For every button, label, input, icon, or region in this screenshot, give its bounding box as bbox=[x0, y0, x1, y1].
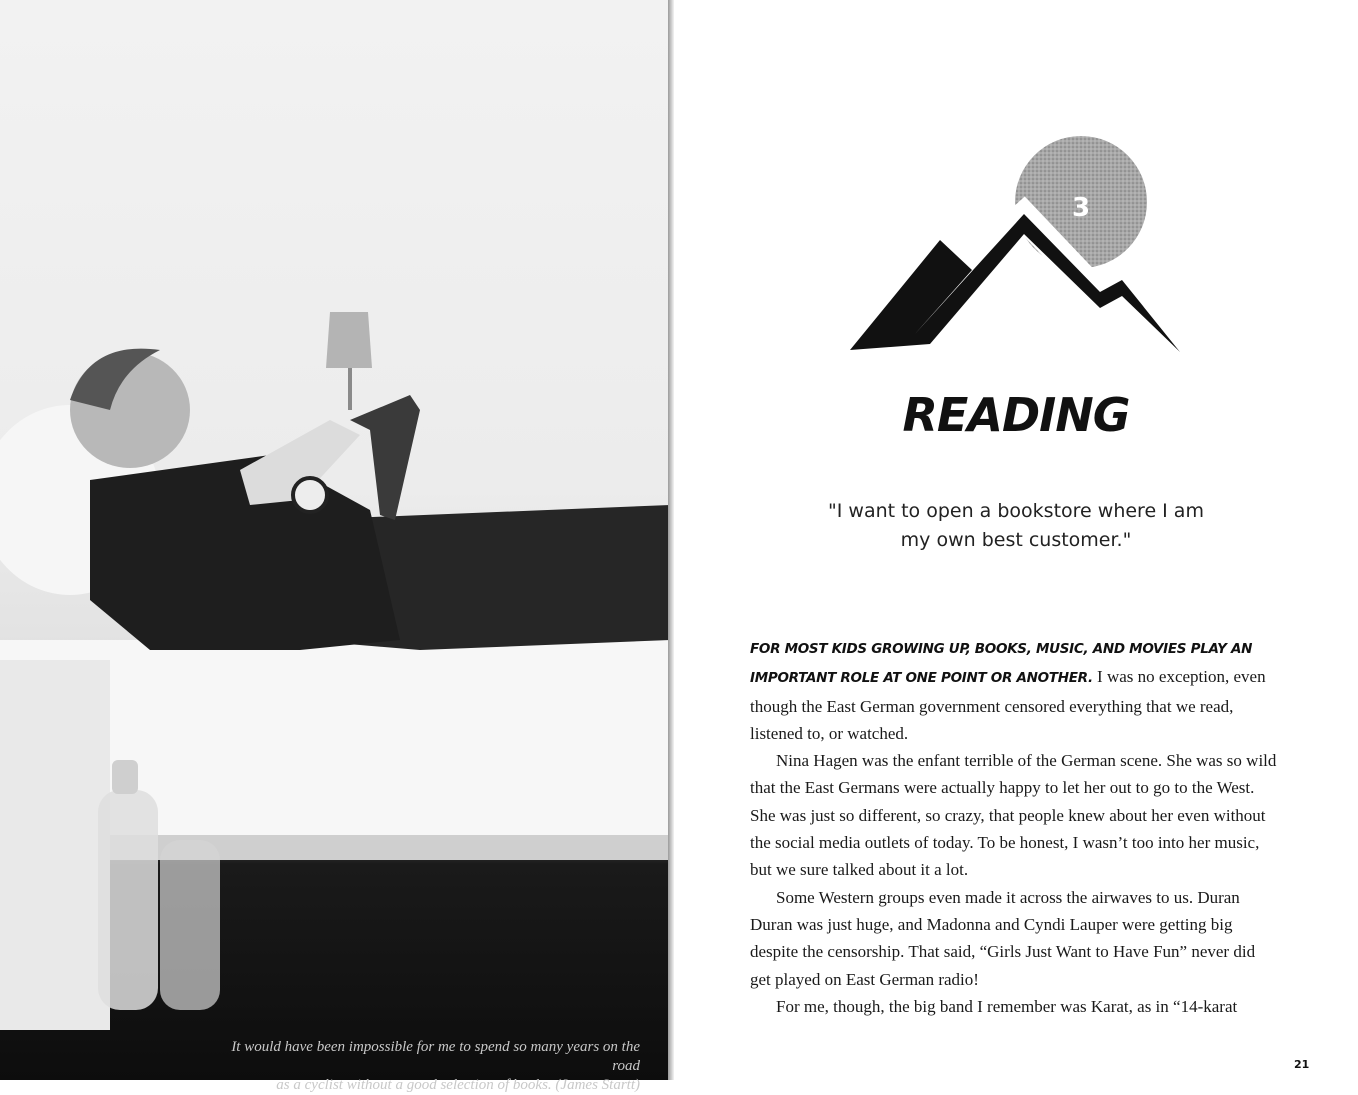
body-text bbox=[750, 634, 1278, 1020]
epigraph bbox=[804, 497, 1228, 555]
photo bbox=[0, 0, 670, 1093]
paragraph-1 bbox=[750, 634, 1278, 747]
caption-line-2: as a cyclist without a good selection of books. (James Startt) bbox=[276, 1077, 640, 1093]
chapter-number: 3 bbox=[1071, 193, 1091, 223]
epigraph-line-2: my own best customer." bbox=[900, 529, 1132, 551]
mountain-moon-icon bbox=[844, 130, 1184, 360]
photo-caption bbox=[200, 1038, 640, 1095]
water-bottle-2 bbox=[160, 840, 220, 1010]
text-page bbox=[674, 0, 1358, 1080]
paragraph-2: Nina Hagen was the enfant terrible of the German scene. She was so wild that the East Germans were actually happy to let her out to go to the West. She was just so different, so crazy, that people knew about her even without the social media outlets of today. To be honest, I wasn’t too into her music, but we sure talked about it a lot. bbox=[750, 751, 1277, 880]
bottle-cap bbox=[112, 760, 138, 794]
epigraph-line-1: "I want to open a bookstore where I am bbox=[828, 500, 1204, 522]
caption-line-1: It would have been impossible for me to spend so many years on the road bbox=[231, 1039, 640, 1074]
chapter-title: READING bbox=[902, 388, 1130, 442]
page-number: 21 bbox=[1294, 1058, 1310, 1071]
nightstand bbox=[0, 660, 110, 1030]
book bbox=[350, 395, 420, 520]
photo-illustration bbox=[0, 0, 670, 1080]
paragraph-4: For me, though, the big band I remember was Karat, as in “14-karat bbox=[776, 996, 1238, 1016]
paragraph-1-rest: I was no exception, even though the East German government censored everything that we read, listened to, or watched. bbox=[750, 667, 1266, 743]
wristwatch bbox=[293, 478, 327, 512]
paragraph-3: Some Western groups even made it across the airwaves to us. Duran Duran was just huge, and Madonna and Cyndi Lauper were getting big despite the censorship. That said, “Girls Just Want to Have Fun” never did get played on East German radio! bbox=[750, 887, 1256, 989]
lamp-shade bbox=[326, 312, 372, 368]
water-bottle bbox=[98, 790, 158, 1010]
lead-in: FOR MOST KIDS GROWING UP, BOOKS, MUSIC, AND MOVIES PLAY AN IMPORTANT ROLE AT ONE POINT OR ANOTHER. bbox=[750, 641, 1253, 687]
